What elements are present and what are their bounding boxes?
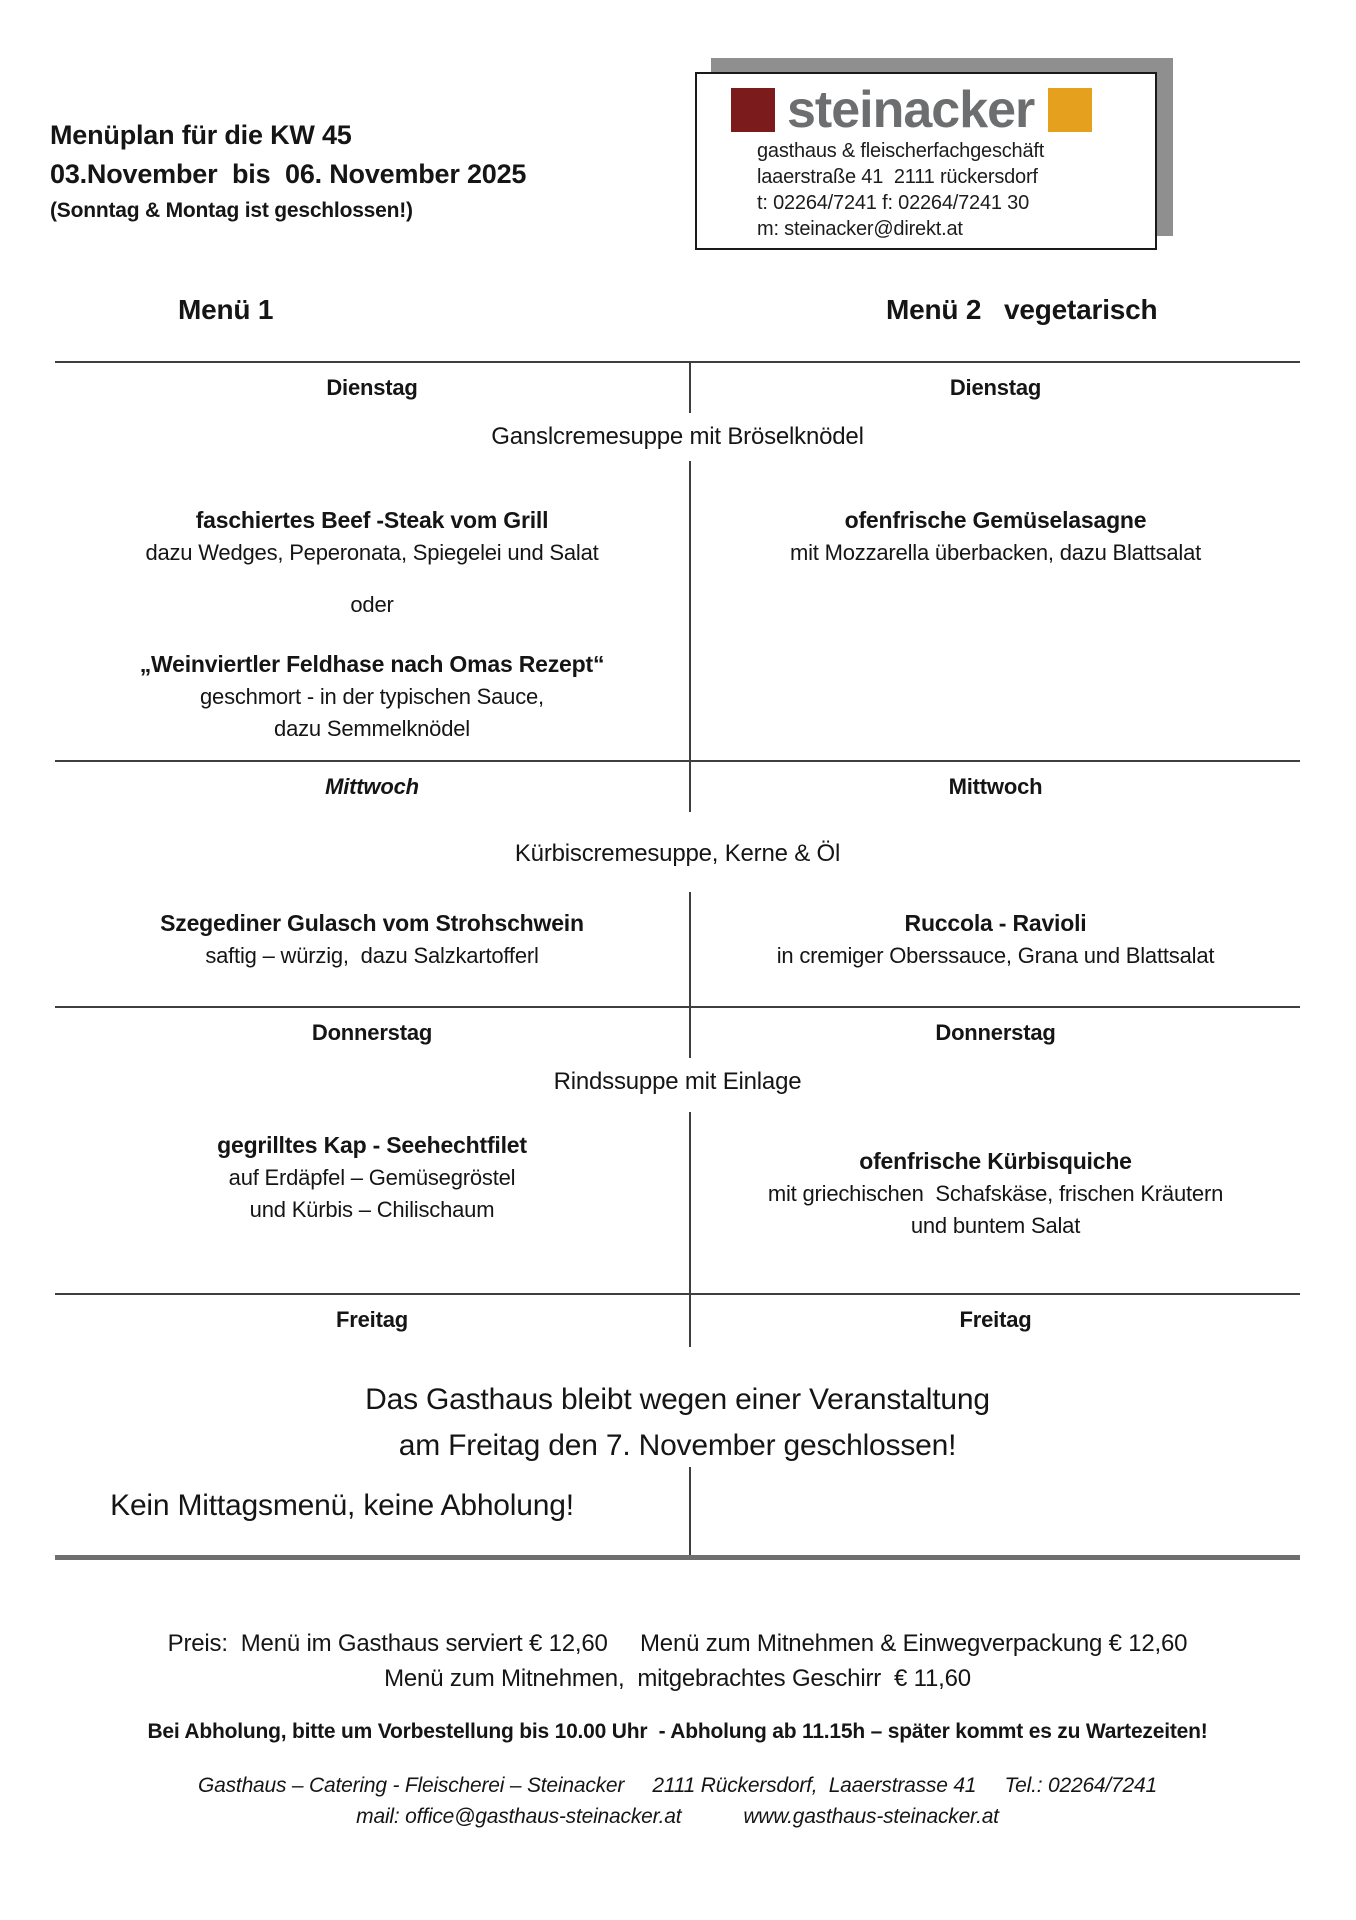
section-donnerstag bbox=[55, 1006, 1300, 1293]
soup-donnerstag: Rindssuppe mit Einlage bbox=[553, 1068, 802, 1095]
menu-table bbox=[55, 361, 1300, 1560]
logo-red-square-icon bbox=[731, 88, 775, 132]
dish-desc: saftig – würzig, dazu Salzkartofferl bbox=[205, 943, 539, 968]
logo-address: laaerstraße 41 2111 rückersdorf bbox=[757, 166, 1038, 188]
dishes-row-dienstag bbox=[55, 461, 1300, 760]
dish-desc: dazu Wedges, Peperonata, Spiegelei und Salat bbox=[145, 540, 599, 565]
closed-days-note: (Sonntag & Montag ist geschlossen!) bbox=[50, 199, 413, 222]
dish-desc: mit griechischen Schafskäse, frischen Kräutern bbox=[767, 1181, 1224, 1206]
day-row-donnerstag bbox=[55, 1008, 1300, 1058]
menu1-header: Menü 1 bbox=[178, 294, 274, 325]
no-lunch-note: Kein Mittagsmenü, keine Abholung! bbox=[110, 1489, 574, 1522]
closed-notice-line2: am Freitag den 7. November geschlossen! bbox=[398, 1429, 957, 1462]
section-mittwoch bbox=[55, 760, 1300, 1006]
day-label-mittwoch-menu2: Mittwoch bbox=[689, 762, 1300, 812]
page-title: Menüplan für die KW 45 bbox=[50, 120, 352, 150]
pickup-note: Bei Abholung, bitte um Vorbestellung bis 10.00 Uhr - Abholung ab 11.15h – später kommt es zu Wartezeiten! bbox=[147, 1720, 1208, 1743]
dish-title: „Weinviertler Feldhase nach Omas Rezept“ bbox=[139, 651, 605, 677]
dishes-row-mittwoch bbox=[55, 892, 1300, 1006]
dish-title: gegrilltes Kap - Seehechtfilet bbox=[217, 1132, 527, 1158]
logo-row bbox=[731, 81, 1155, 139]
closed-notice bbox=[55, 1347, 1300, 1467]
menu-column-headers bbox=[55, 294, 1300, 326]
day-label-dienstag-menu2: Dienstag bbox=[689, 363, 1300, 413]
dishes-row-donnerstag bbox=[55, 1112, 1300, 1293]
price-line1: Preis: Menü im Gasthaus serviert € 12,60 Menü zum Mitnehmen & Einwegverpackung € 12,60 bbox=[167, 1630, 1188, 1657]
dish-desc: und Kürbis – Chilischaum bbox=[249, 1197, 495, 1222]
dish-desc: mit Mozzarella überbacken, dazu Blattsalat bbox=[789, 540, 1202, 565]
dish-desc: dazu Semmelknödel bbox=[274, 716, 470, 741]
freitag-bottom-row bbox=[55, 1467, 1300, 1555]
dish-title: ofenfrische Kürbisquiche bbox=[859, 1148, 1132, 1174]
day-label-freitag-menu1: Freitag bbox=[336, 1307, 408, 1332]
day-label-donnerstag-menu2: Donnerstag bbox=[689, 1008, 1300, 1058]
dish-desc: in cremiger Oberssauce, Grana und Blattsalat bbox=[776, 943, 1215, 968]
date-range: 03.November bis 06. November 2025 bbox=[50, 159, 527, 189]
logo-card bbox=[695, 72, 1157, 250]
dish-title: faschiertes Beef -Steak vom Grill bbox=[195, 507, 549, 533]
day-row-dienstag bbox=[55, 363, 1300, 413]
day-label-dienstag-menu1: Dienstag bbox=[326, 375, 418, 400]
dish-title: Ruccola - Ravioli bbox=[904, 910, 1087, 936]
donnerstag-menu2-cell bbox=[689, 1112, 1300, 1293]
day-label-mittwoch-menu1: Mittwoch bbox=[325, 774, 419, 799]
mittwoch-menu2-cell bbox=[689, 892, 1300, 1006]
day-label-freitag-menu2: Freitag bbox=[689, 1295, 1300, 1347]
logo-name: steinacker bbox=[787, 81, 1035, 139]
logo-email: m: steinacker@direkt.at bbox=[757, 218, 963, 240]
contact-line1: Gasthaus – Catering - Fleischerei – Steinacker 2111 Rückersdorf, Laaerstrasse 41 Tel.: 02264/7241 bbox=[198, 1774, 1157, 1797]
contact-footer bbox=[55, 1770, 1300, 1832]
dish-title: ofenfrische Gemüselasagne bbox=[844, 507, 1147, 533]
dish-desc: auf Erdäpfel – Gemüsegröstel bbox=[228, 1165, 516, 1190]
closed-notice-line1: Das Gasthaus bleibt wegen einer Veranstaltung bbox=[365, 1383, 990, 1416]
dish-desc: und buntem Salat bbox=[910, 1213, 1081, 1238]
day-row-freitag bbox=[55, 1295, 1300, 1347]
dish-desc: geschmort - in der typischen Sauce, bbox=[200, 684, 544, 709]
logo-phone-fax: t: 02264/7241 f: 02264/7241 30 bbox=[757, 192, 1030, 214]
price-line2: Menü zum Mitnehmen, mitgebrachtes Geschirr € 11,60 bbox=[384, 1665, 971, 1692]
dish-separator: oder bbox=[350, 592, 394, 617]
mittwoch-menu1-cell bbox=[55, 892, 689, 1006]
section-dienstag bbox=[55, 361, 1300, 760]
dienstag-menu1-cell bbox=[55, 461, 689, 760]
page-title-block bbox=[50, 116, 526, 228]
section-freitag bbox=[55, 1293, 1300, 1560]
logo-subtitle: gasthaus & fleischerfachgeschäft bbox=[757, 140, 1045, 162]
dienstag-menu2-cell bbox=[689, 461, 1300, 760]
soup-dienstag: Ganslcremesuppe mit Bröselknödel bbox=[491, 423, 864, 450]
day-label-donnerstag-menu1: Donnerstag bbox=[311, 1020, 433, 1045]
contact-line2: mail: office@gasthaus-steinacker.at www.gasthaus-steinacker.at bbox=[356, 1805, 999, 1828]
logo-orange-square-icon bbox=[1048, 88, 1092, 132]
logo-lines bbox=[757, 138, 1155, 242]
day-row-mittwoch bbox=[55, 762, 1300, 812]
menu2-header: Menü 2 vegetarisch bbox=[886, 294, 1158, 325]
dish-title: Szegediner Gulasch vom Strohschwein bbox=[160, 910, 584, 936]
donnerstag-menu1-cell bbox=[55, 1112, 689, 1293]
soup-mittwoch: Kürbiscremesuppe, Kerne & Öl bbox=[514, 840, 841, 867]
freitag-menu2-empty-cell bbox=[689, 1467, 1300, 1555]
price-block bbox=[55, 1626, 1300, 1696]
